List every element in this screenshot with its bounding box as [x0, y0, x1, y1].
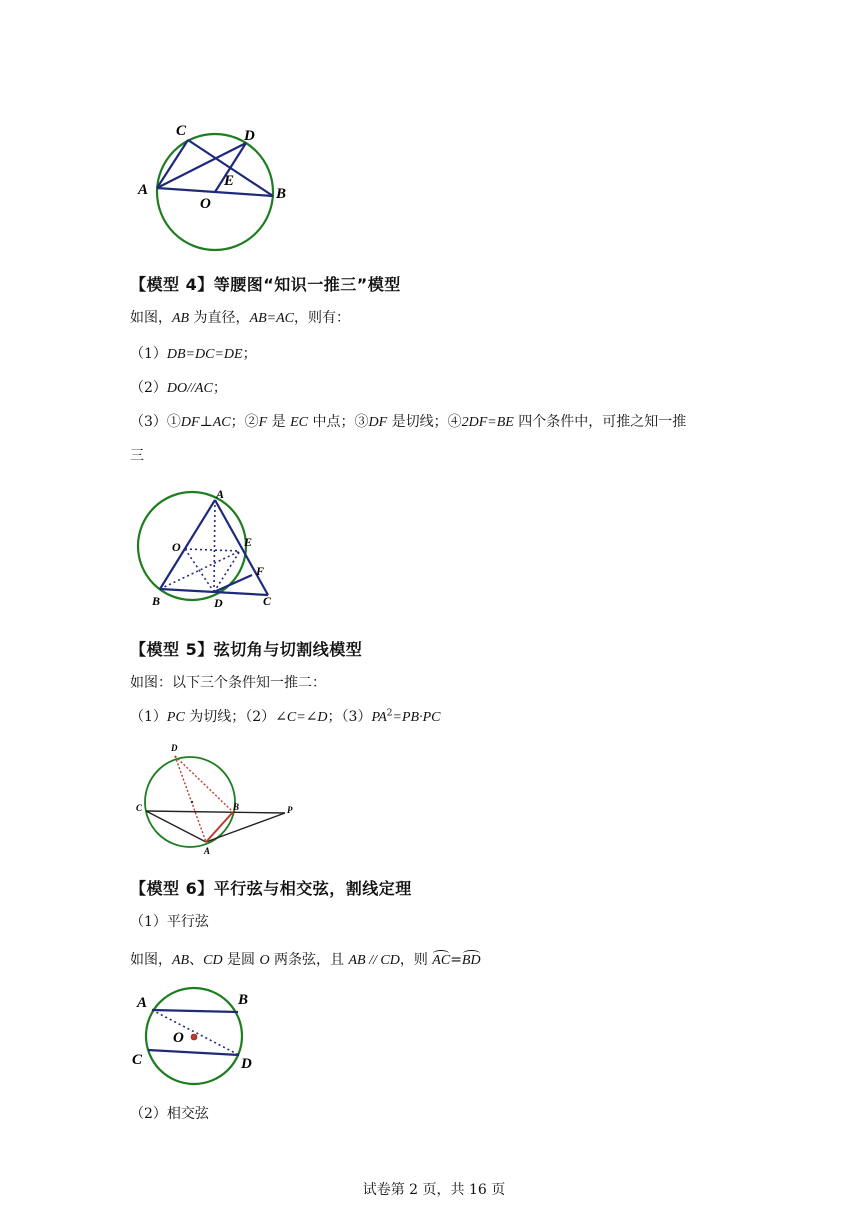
condition-4: 2DF=BE [461, 415, 514, 430]
model4-intro [130, 307, 350, 327]
var-ab: AB [172, 953, 190, 968]
chord-cd [148, 1050, 239, 1055]
angle-equation: ∠C=∠D [275, 710, 328, 725]
item-number: （1） [130, 346, 167, 362]
text: 两条弦，且 [269, 952, 349, 968]
var-ec: EC [290, 415, 308, 430]
model4-heading: 【模型 4】等腰图“知识一推三”模型 [130, 275, 401, 294]
exponent: 2 [386, 708, 393, 719]
model4-item3 [130, 411, 686, 431]
text: 中点； [308, 414, 355, 430]
item-number: （3） [341, 709, 372, 725]
label-b: B [238, 992, 249, 1008]
label-c: C [176, 123, 187, 139]
equation: DO//AC [166, 381, 213, 396]
parallel-statement: AB // CD [348, 953, 400, 968]
item-number: （1） [130, 709, 167, 725]
arc-bd: BD [462, 950, 481, 969]
eq-ab-ac: AB=AC [249, 311, 295, 326]
label-c: C [132, 1052, 143, 1068]
text: 为切线； [184, 709, 246, 725]
model5-heading: 【模型 5】弦切角与切割线模型 [130, 640, 363, 659]
label-d: D [241, 1056, 252, 1072]
circled-3: ③ [354, 414, 369, 430]
label-a: A [138, 182, 149, 198]
text: 是切线； [387, 414, 448, 430]
var-pa: PA [371, 710, 387, 725]
secant-cp [146, 811, 285, 813]
model6-sub1: （1）平行弦 [130, 914, 209, 930]
text: 是 [267, 414, 291, 430]
item-number: （2） [130, 380, 167, 396]
label-d: D [214, 596, 223, 610]
label-a: A [137, 995, 148, 1011]
text: ； [242, 346, 257, 362]
item-number: （3） [130, 414, 167, 430]
label-a: A [204, 846, 211, 856]
dotted-oe [185, 549, 240, 551]
label-b: B [152, 594, 161, 608]
label-e: E [224, 173, 235, 189]
dotted-ad [152, 1010, 239, 1055]
var-df: DF [368, 415, 388, 430]
model4-item3-wrap: 三 [130, 448, 144, 464]
equals: = [450, 952, 462, 968]
dotted-ad [214, 500, 215, 592]
model5-conditions [130, 706, 440, 726]
model6-sub2: （2）相交弦 [130, 1106, 209, 1122]
figure-circle-chords [130, 118, 310, 258]
chord-ab [152, 1010, 238, 1012]
label-b: B [276, 186, 287, 202]
center-point [191, 1034, 197, 1040]
text: ； [327, 709, 342, 725]
model4-item1 [130, 343, 257, 363]
text: ； [212, 380, 227, 396]
circled-4: ④ [447, 414, 462, 430]
label-d: D [244, 128, 255, 144]
label-d: D [171, 743, 178, 753]
text: 四个条件中，可推之知一推 [513, 414, 687, 430]
label-b: B [233, 802, 240, 812]
text: 为直径， [189, 310, 250, 326]
var-cd: CD [203, 953, 223, 968]
label-c: C [263, 594, 272, 608]
page-footer: 试卷第 2 页，共 16 页 [362, 1182, 506, 1198]
item-number: （2） [245, 709, 276, 725]
var-ab: AB [172, 311, 190, 326]
text: 如图， [130, 952, 172, 968]
var-o: O [259, 953, 270, 968]
text: ； [230, 414, 245, 430]
label-p: P [287, 805, 293, 815]
arc-ac: AC [432, 950, 450, 969]
equation: DB=DC=DE [166, 347, 243, 362]
label-a: A [216, 487, 225, 501]
label-c: C [136, 803, 143, 813]
circled-2: ② [244, 414, 259, 430]
text: ，则 [399, 952, 433, 968]
condition-1: DF⊥AC [180, 415, 231, 430]
dotted-od [185, 549, 214, 592]
label-f: F [256, 564, 265, 578]
text: ，则有： [294, 310, 351, 326]
figure-parallel-chords [130, 986, 270, 1086]
label-e: E [244, 535, 253, 549]
model6-statement [130, 949, 481, 969]
label-o: O [172, 540, 181, 554]
label-o: O [200, 196, 211, 212]
chord-ca [146, 811, 206, 842]
var-pc: PC [166, 710, 185, 725]
figure-isosceles-circle [130, 485, 290, 615]
dotted-db [175, 756, 233, 812]
text: 是圆 [222, 952, 260, 968]
text: 、 [189, 952, 204, 968]
model4-item2 [130, 377, 227, 397]
label-o: O [173, 1030, 184, 1046]
circled-1: ① [166, 414, 181, 430]
figure-tangent-secant [130, 740, 300, 860]
text: 如图， [130, 310, 172, 326]
center-dot [191, 801, 193, 803]
model6-heading: 【模型 6】平行弦与相交弦，割线定理 [130, 879, 412, 898]
model5-intro: 如图：以下三个条件知一推二： [130, 675, 326, 691]
var-f: F [258, 415, 268, 430]
equation-rhs: =PB·PC [392, 710, 441, 725]
